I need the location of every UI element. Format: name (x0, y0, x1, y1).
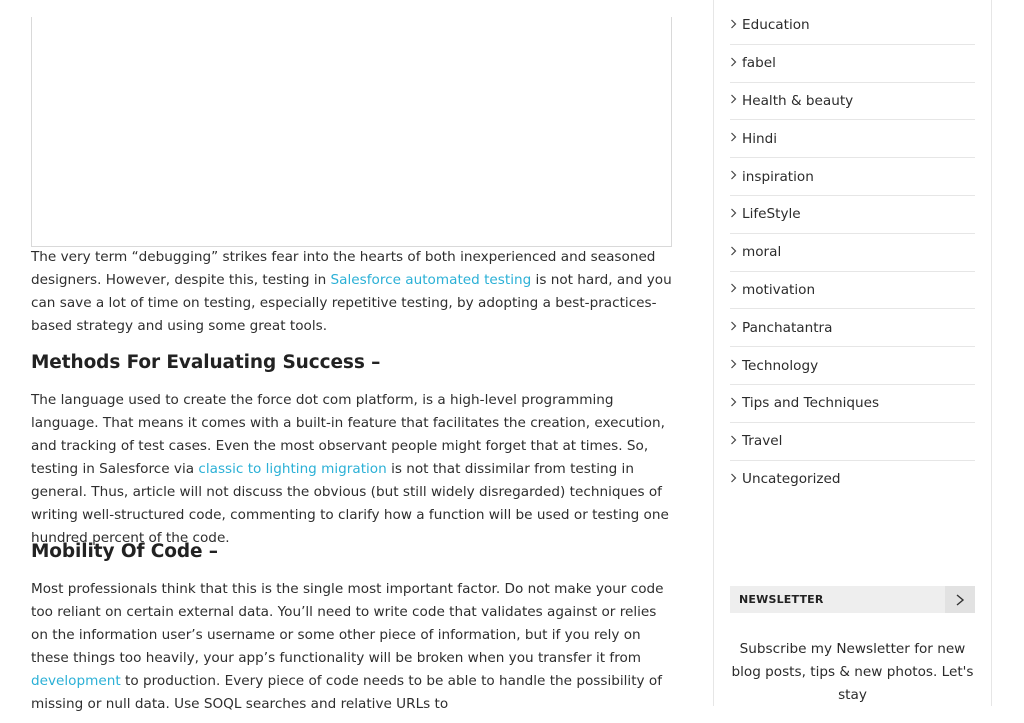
chevron-right-icon (730, 19, 741, 32)
category-item[interactable] (730, 272, 975, 310)
chevron-right-icon (730, 435, 741, 448)
chevron-right-icon (730, 359, 741, 372)
category-item[interactable] (730, 120, 975, 158)
paragraph-text: The language used to create the force dot com platform, is a high-level programming language. That means it comes with a built-in feature that facilitates the creation, execution, and tracking of test cases. Even the most observant people might forget that at times. So, testing in Salesforce via (31, 392, 665, 477)
chevron-right-icon (730, 57, 741, 70)
category-label: Education (742, 17, 810, 34)
paragraph-text: Most professionals think that this is the single most important factor. Do not make your code too reliant on certain external data. You’ll need to write code that validates against or relies on the information user’s username or some other piece of information, but if you rely on these things too heavily, your app’s functionality will be broken when you transfer it from (31, 581, 664, 666)
category-item[interactable] (730, 7, 975, 45)
category-label: Technology (742, 357, 819, 374)
chevron-right-icon (730, 246, 741, 259)
category-list (730, 7, 975, 498)
chevron-right-icon[interactable] (945, 586, 975, 613)
paragraph-text: The very term “debugging” strikes fear into the hearts of both inexperienced and seasoned designers. However, despite this, testing in (31, 249, 656, 288)
category-item[interactable] (730, 83, 975, 121)
category-label: LifeStyle (742, 206, 801, 223)
chevron-right-icon (730, 94, 741, 107)
article-paragraph-2 (31, 389, 676, 550)
category-item[interactable] (730, 423, 975, 461)
category-label: Uncategorized (742, 471, 841, 488)
heading-mobility-of-code: Mobility Of Code – (31, 541, 218, 562)
classic-to-lighting-migration-link[interactable]: classic to lighting migration (198, 461, 387, 477)
development-link[interactable]: development (31, 673, 121, 689)
category-item[interactable] (730, 45, 975, 83)
category-label: Travel (742, 433, 783, 450)
paragraph-text: is not that dissimilar from testing in general. Thus, article will not discuss the obvious (but still widely disregarded) techniques of writing well-structured code, commenting to clarify how a function will be used or testing one hundred percent of the code. (31, 461, 669, 546)
article-paragraph-3 (31, 578, 676, 716)
category-item[interactable] (730, 461, 975, 499)
newsletter-header (730, 586, 975, 613)
category-label: moral (742, 244, 782, 261)
newsletter-description: Subscribe my Newsletter for new blog posts, tips & new photos. Let's stay (731, 641, 974, 703)
chevron-right-icon (730, 397, 741, 410)
heading-methods-for-evaluating-success: Methods For Evaluating Success – (31, 352, 381, 373)
category-item[interactable] (730, 234, 975, 272)
category-label: Panchatantra (742, 319, 833, 336)
newsletter-title: NEWSLETTER (739, 593, 824, 606)
chevron-right-icon (730, 132, 741, 145)
chevron-right-icon (730, 208, 741, 221)
category-label: Health & beauty (742, 92, 854, 109)
article-paragraph-1 (31, 246, 676, 338)
category-item[interactable] (730, 309, 975, 347)
category-item[interactable] (730, 196, 975, 234)
category-item[interactable] (730, 347, 975, 385)
category-label: inspiration (742, 168, 814, 185)
category-label: motivation (742, 281, 816, 298)
category-label: fabel (742, 55, 776, 72)
paragraph-text: to production. Every piece of code needs to be able to handle the possibility of missing or null data. Use SOQL searches and relative URLs to (31, 673, 662, 712)
salesforce-automated-testing-link[interactable]: Salesforce automated testing (330, 272, 532, 288)
category-label: Tips and Techniques (742, 395, 880, 412)
chevron-right-icon (730, 473, 741, 486)
chevron-right-icon (730, 170, 741, 183)
category-label: Hindi (742, 130, 778, 147)
article-image (31, 17, 672, 247)
chevron-right-icon (730, 321, 741, 334)
category-item[interactable] (730, 158, 975, 196)
category-item[interactable] (730, 385, 975, 423)
chevron-right-icon (730, 283, 741, 296)
paragraph-text: is not hard, and you can save a lot of time on testing, especially repetitive testing, by adopting a best-practices-based strategy and using some great tools. (31, 272, 672, 334)
